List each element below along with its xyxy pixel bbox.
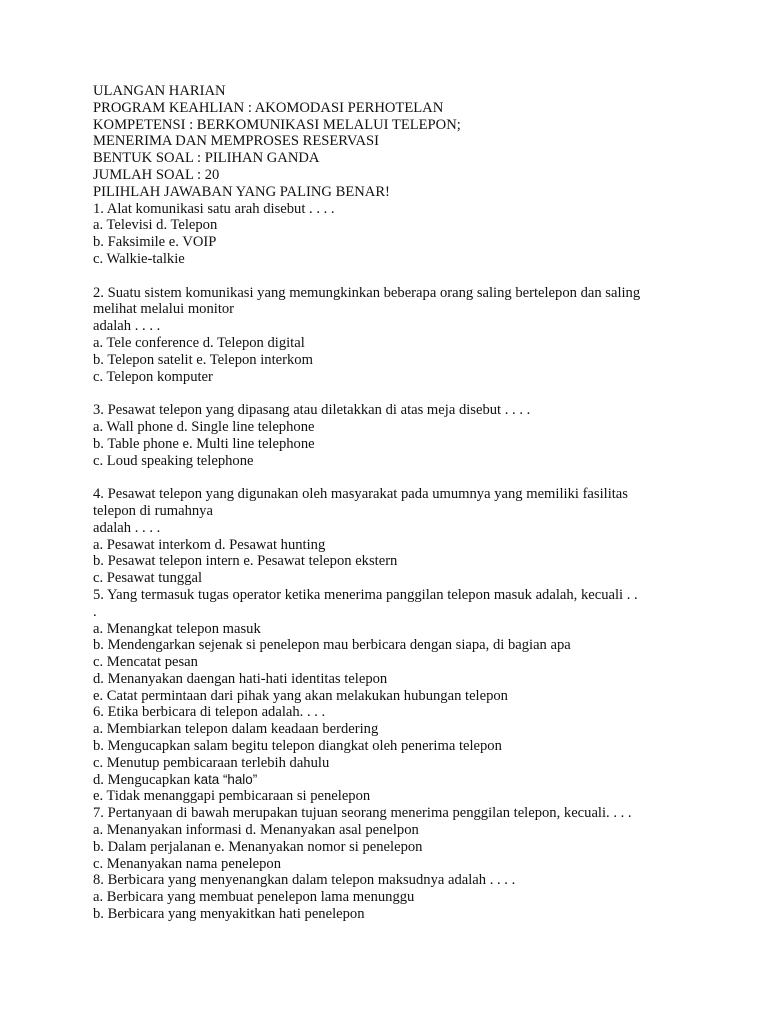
option-c: c. Telepon komputer xyxy=(93,368,213,385)
spacer xyxy=(93,268,733,285)
option-a: a. Membiarkan telepon dalam keadaan berdering xyxy=(93,721,379,738)
header-question-count: JUMLAH SOAL : 20 xyxy=(93,166,220,183)
option-c: c. Menutup pembicaraan terlebih dahulu xyxy=(93,754,330,771)
question-text: 2. Suatu sistem komunikasi yang memungkinkan beberapa orang saling bertelepon dan saling xyxy=(93,284,641,301)
question-6 xyxy=(93,704,733,805)
option-c: c. Loud speaking telephone xyxy=(93,452,254,469)
option-a: a. Berbicara yang membuat penelepon lama menunggu xyxy=(93,889,415,906)
question-3 xyxy=(93,402,733,469)
option-c: c. Mencatat pesan xyxy=(93,654,198,671)
option-a: a. Wall phone d. Single line telephone xyxy=(93,418,315,435)
option-b: b. Mendengarkan sejenak si penelepon mau berbicara dengan siapa, di bagian apa xyxy=(93,637,571,654)
document-page xyxy=(93,83,733,923)
question-text: 8. Berbicara yang menyenangkan dalam telepon maksudnya adalah . . . . xyxy=(93,872,516,889)
question-8 xyxy=(93,872,733,922)
option-c: c. Pesawat tunggal xyxy=(93,570,203,587)
option-d: d. Menanyakan daengan hati-hati identitas telepon xyxy=(93,670,388,687)
header-competency-cont: MENERIMA DAN MEMPROSES RESERVASI xyxy=(93,133,380,150)
option-a: a. Tele conference d. Telepon digital xyxy=(93,334,305,351)
option-a: a. Menangkat telepon masuk xyxy=(93,620,261,637)
option-e: e. Catat permintaan dari pihak yang akan melakukan hubungan telepon xyxy=(93,687,508,704)
question-text: 4. Pesawat telepon yang digunakan oleh masyarakat pada umumnya yang memiliki fasilitas xyxy=(93,486,628,503)
option-b: b. Pesawat telepon intern e. Pesawat telepon ekstern xyxy=(93,553,398,570)
question-text-cont: . xyxy=(93,603,97,620)
option-d-suffix: kata “halo” xyxy=(193,771,258,787)
question-5 xyxy=(93,587,733,705)
question-text-end: adalah . . . . xyxy=(93,318,161,335)
spacer xyxy=(93,469,733,486)
option-b: b. Berbicara yang menyakitkan hati penelepon xyxy=(93,906,365,923)
question-text-cont: telepon di rumahnya xyxy=(93,502,213,519)
header-instruction: PILIHLAH JAWABAN YANG PALING BENAR! xyxy=(93,183,390,200)
option-b: b. Dalam perjalanan e. Menanyakan nomor si penelepon xyxy=(93,838,423,855)
option-a: a. Menanyakan informasi d. Menanyakan asal penelpon xyxy=(93,822,419,839)
option-b: b. Table phone e. Multi line telephone xyxy=(93,435,315,452)
option-c: c. Menanyakan nama penelepon xyxy=(93,855,282,872)
option-e: e. Tidak menanggapi pembicaraan si penelepon xyxy=(93,788,371,805)
header-competency: KOMPETENSI : BERKOMUNIKASI MELALUI TELEPON; xyxy=(93,116,461,133)
question-text: 1. Alat komunikasi satu arah disebut . . . . xyxy=(93,200,335,217)
option-b: b. Mengucapkan salam begitu telepon diangkat oleh penerima telepon xyxy=(93,738,502,755)
question-text-end: adalah . . . . xyxy=(93,519,161,536)
question-text: 5. Yang termasuk tugas operator ketika menerima panggilan telepon masuk adalah, kecuali . . xyxy=(93,586,638,603)
option-d-prefix: d. Mengucapkan xyxy=(93,771,194,788)
option-a: a. Televisi d. Telepon xyxy=(93,217,218,234)
header-question-type: BENTUK SOAL : PILIHAN GANDA xyxy=(93,150,320,167)
option-b: b. Faksimile e. VOIP xyxy=(93,234,217,251)
option-a: a. Pesawat interkom d. Pesawat hunting xyxy=(93,536,326,553)
option-d xyxy=(93,772,733,789)
option-b: b. Telepon satelit e. Telepon interkom xyxy=(93,351,313,368)
question-1 xyxy=(93,201,733,268)
question-text: 6. Etika berbicara di telepon adalah. . . . xyxy=(93,704,326,721)
question-text: 3. Pesawat telepon yang dipasang atau diletakkan di atas meja disebut . . . . xyxy=(93,402,531,419)
question-4 xyxy=(93,486,733,587)
header-program: PROGRAM KEAHLIAN : AKOMODASI PERHOTELAN xyxy=(93,99,444,116)
exam-header xyxy=(93,83,733,201)
question-7 xyxy=(93,805,733,872)
spacer xyxy=(93,385,733,402)
question-2 xyxy=(93,285,733,386)
question-text-cont: melihat melalui monitor xyxy=(93,301,235,318)
option-c: c. Walkie-talkie xyxy=(93,250,185,267)
question-text: 7. Pertanyaan di bawah merupakan tujuan seorang menerima penggilan telepon, kecuali. . . . xyxy=(93,805,632,822)
header-title: ULANGAN HARIAN xyxy=(93,83,226,99)
